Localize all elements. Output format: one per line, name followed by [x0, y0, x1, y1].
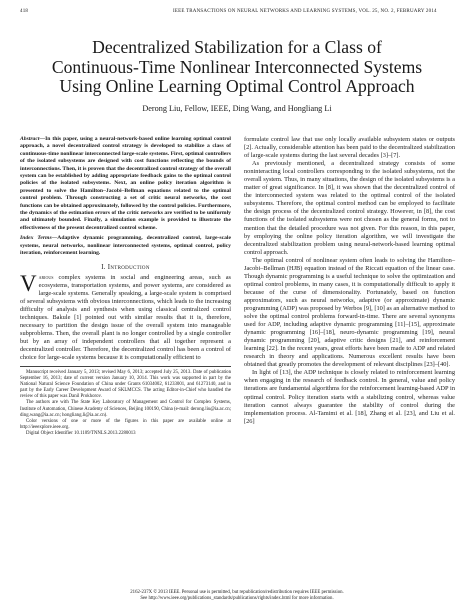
title-line: Decentralized Stabilization for a Class of — [92, 37, 382, 57]
author-list: Derong Liu, Fellow, IEEE, Ding Wang, and Hongliang Li — [142, 104, 332, 113]
index-terms-label: Index Terms— — [20, 235, 58, 242]
drop-cap: V — [20, 270, 37, 296]
footnote-affiliation: The authors are with The State Key Laboratory of Management and Control for Complex Systems, Institute of Automation, Chinese Academy of Sciences, Beijing 100190, China (e-mail: derong.liu@ia.ac.cn; ding.wang@ia.ac.cn; hongliang.li@ia.ac.cn). — [20, 400, 231, 418]
footnote-color: Color versions of one or more of the figures in this paper are available online at http://ieeexplore.ieee.org. — [20, 418, 231, 430]
body-paragraph: The optimal control of nonlinear system often leads to solving the Hamilton–Jacobi–Bellman (HJB) equation instead of the Riccati equation of the linear case. Though dynamic programming is a useful technique to solve the optimization and optimal control problems, in many cases, it is computationally difficult to apply it because of the curse of dimensionality. Fortunately, based on function approximators, such as neural networks, adaptive (or approximate) dynamic programming (ADP) was proposed by Werbos [9], [10] as an alternative method to solve the optimal control problems forward-in-time. There are several synonyms used for ADP, including adaptive dynamic programming [11]–[15], approximate dynamic programming [16]–[18], neuro-dynamic programming [19], neural dynamic programming [20], adaptive critic designs [21], and reinforcement learning [22]. In the recent years, great efforts have been made to ADP and related research in theory and applications. Numerous excellent results have been obtained that greatly promotes the development of relevant disciplines [23]–[40]. — [244, 256, 455, 369]
abstract — [20, 136, 231, 232]
running-header: IEEE TRANSACTIONS ON NEURAL NETWORKS AND LEARNING SYSTEMS, VOL. 25, NO. 2, FEBRUARY 2014 — [173, 9, 437, 14]
intro-paragraph — [20, 270, 231, 363]
intro-text: complex systems in social and engineering areas, such as ecosystems, transportation systems, and power systems, are considered as large-scale systems. Generally speaking, a large-scale system is comprised of several subsystems with obvious interconnections, which leads to the increasing difficulty of analysis and synthesis when using classical centralized control techniques. Bakule [1] pointed out with similar results that it is, therefore, necessary to partition the design issue of the overall system into manageable subproblems. Then, the overall plant is no longer controlled by a single controller but by an array of independent controllers that all together represent a decentralized controller. Therefore, the decentralized control has been a control of choice for large-scale systems because it is computationally efficient to — [20, 273, 231, 361]
section-heading: I. Introduction — [101, 263, 150, 271]
body-paragraph: As previously mentioned, a decentralized strategy consists of some noninteracting local controllers corresponding to the isolated subsystems, not the overall system. Thus, in many situations, the design of the isolated subsystems is a matter of great significance. In [8], it was shown that the decentralized control of the interconnected system was related to the optimal control of the isolated subsystems. Therefore, the optimal control method can be employed to facilitate the design process of the decentralized control strategy. However, in [8], the cost functions of the isolated subsystems were not chosen as the general forms, not to mention that the detailed procedure was not given. For this reason, in this paper, by employing the online policy iteration algorithm, we will investigate the decentralized stabilization problem using neural-network-based learning optimal control approach. — [244, 160, 455, 256]
footnote-divider — [20, 366, 231, 367]
left-column — [20, 136, 231, 437]
body-paragraph: formulate control law that use only locally available subsystem states or outputs [2]. Actually, considerable attention has been paid to the decentralized stabilization of large-scale systems during the last several decades [3]–[7]. — [244, 136, 455, 160]
footnote-doi: Digital Object Identifier 10.1109/TNNLS.2013.2280013 — [26, 430, 136, 436]
right-column — [244, 136, 455, 426]
copyright-notice — [0, 590, 474, 603]
page-number: 418 — [20, 9, 29, 14]
paper-title — [20, 38, 454, 97]
copyright-line: 2162-237X © 2013 IEEE. Personal use is permitted, but republication/redistribution requires IEEE permission. — [130, 590, 344, 595]
abstract-text: In this paper, using a neural-network-based online learning optimal control approach, a novel decentralized control strategy is developed to stabilize a class of continuous-time nonlinear interconnected large-scale systems. First, optimal controllers of the isolated subsystems are designed with cost functions reflecting the bounds of interconnections. Then, it is proven that the decentralized control strategy of the overall system can be established by adding appropriate feedback gains to the optimal control policies of the isolated subsystems. Next, an online policy iteration algorithm is presented to solve the Hamilton–Jacobi–Bellman equations related to the optimal control problem. Through constructing a set of critic neural networks, the cost functions can be obtained approximately, followed by the control policies. Furthermore, the dynamics of the estimation errors of the critic networks are verified to be uniformly and ultimately bounded. Finally, a simulation example is provided to illustrate the effectiveness of the present decentralized control scheme. — [20, 136, 231, 231]
abstract-label: Abstract— — [20, 136, 46, 142]
rights-link-line: See http://www.ieee.org/publications_standards/publications/rights/index.html for more information. — [140, 596, 334, 602]
title-line: Continuous-Time Nonlinear Interconnected Systems — [51, 56, 423, 77]
footnote-manuscript: Manuscript received January 5, 2013; revised May 6, 2013; accepted July 25, 2013. Date of publication September 16, 2013; date of current version January 10, 2014. This work was supported in part by the National Natural Science Foundation of China under Grants 61034002, 61233001, and 61273140, and in part by the Early Career Development Award of SKLMCCS. The acting Editor-in-Chief who handled the review of this paper was Danil Prokhorov. — [20, 370, 231, 400]
index-terms-text: Adaptive dynamic programming, decentralized control, large-scale systems, neural networks, nonlinear interconnected systems, optimal control, policy iteration, reinforcement learning. — [20, 235, 231, 257]
body-paragraph: In light of [13], the ADP technique is closely related to reinforcement learning when engaging in the research of feedback control. In general, value and policy iterations are fundamental algorithms for the reinforcement learning-based ADP in optimal control. Policy iteration starts with a stabilizing control, whereas value iteration cannot always guarantee the stability of control during the implementation process. Al-Tamimi et al. [18], Zhang et al. [23], and Liu et al. [26] — [244, 369, 455, 425]
first-word: arious — [38, 273, 54, 281]
index-terms — [20, 235, 231, 257]
title-line: Using Online Learning Optimal Control Approach — [59, 76, 415, 96]
